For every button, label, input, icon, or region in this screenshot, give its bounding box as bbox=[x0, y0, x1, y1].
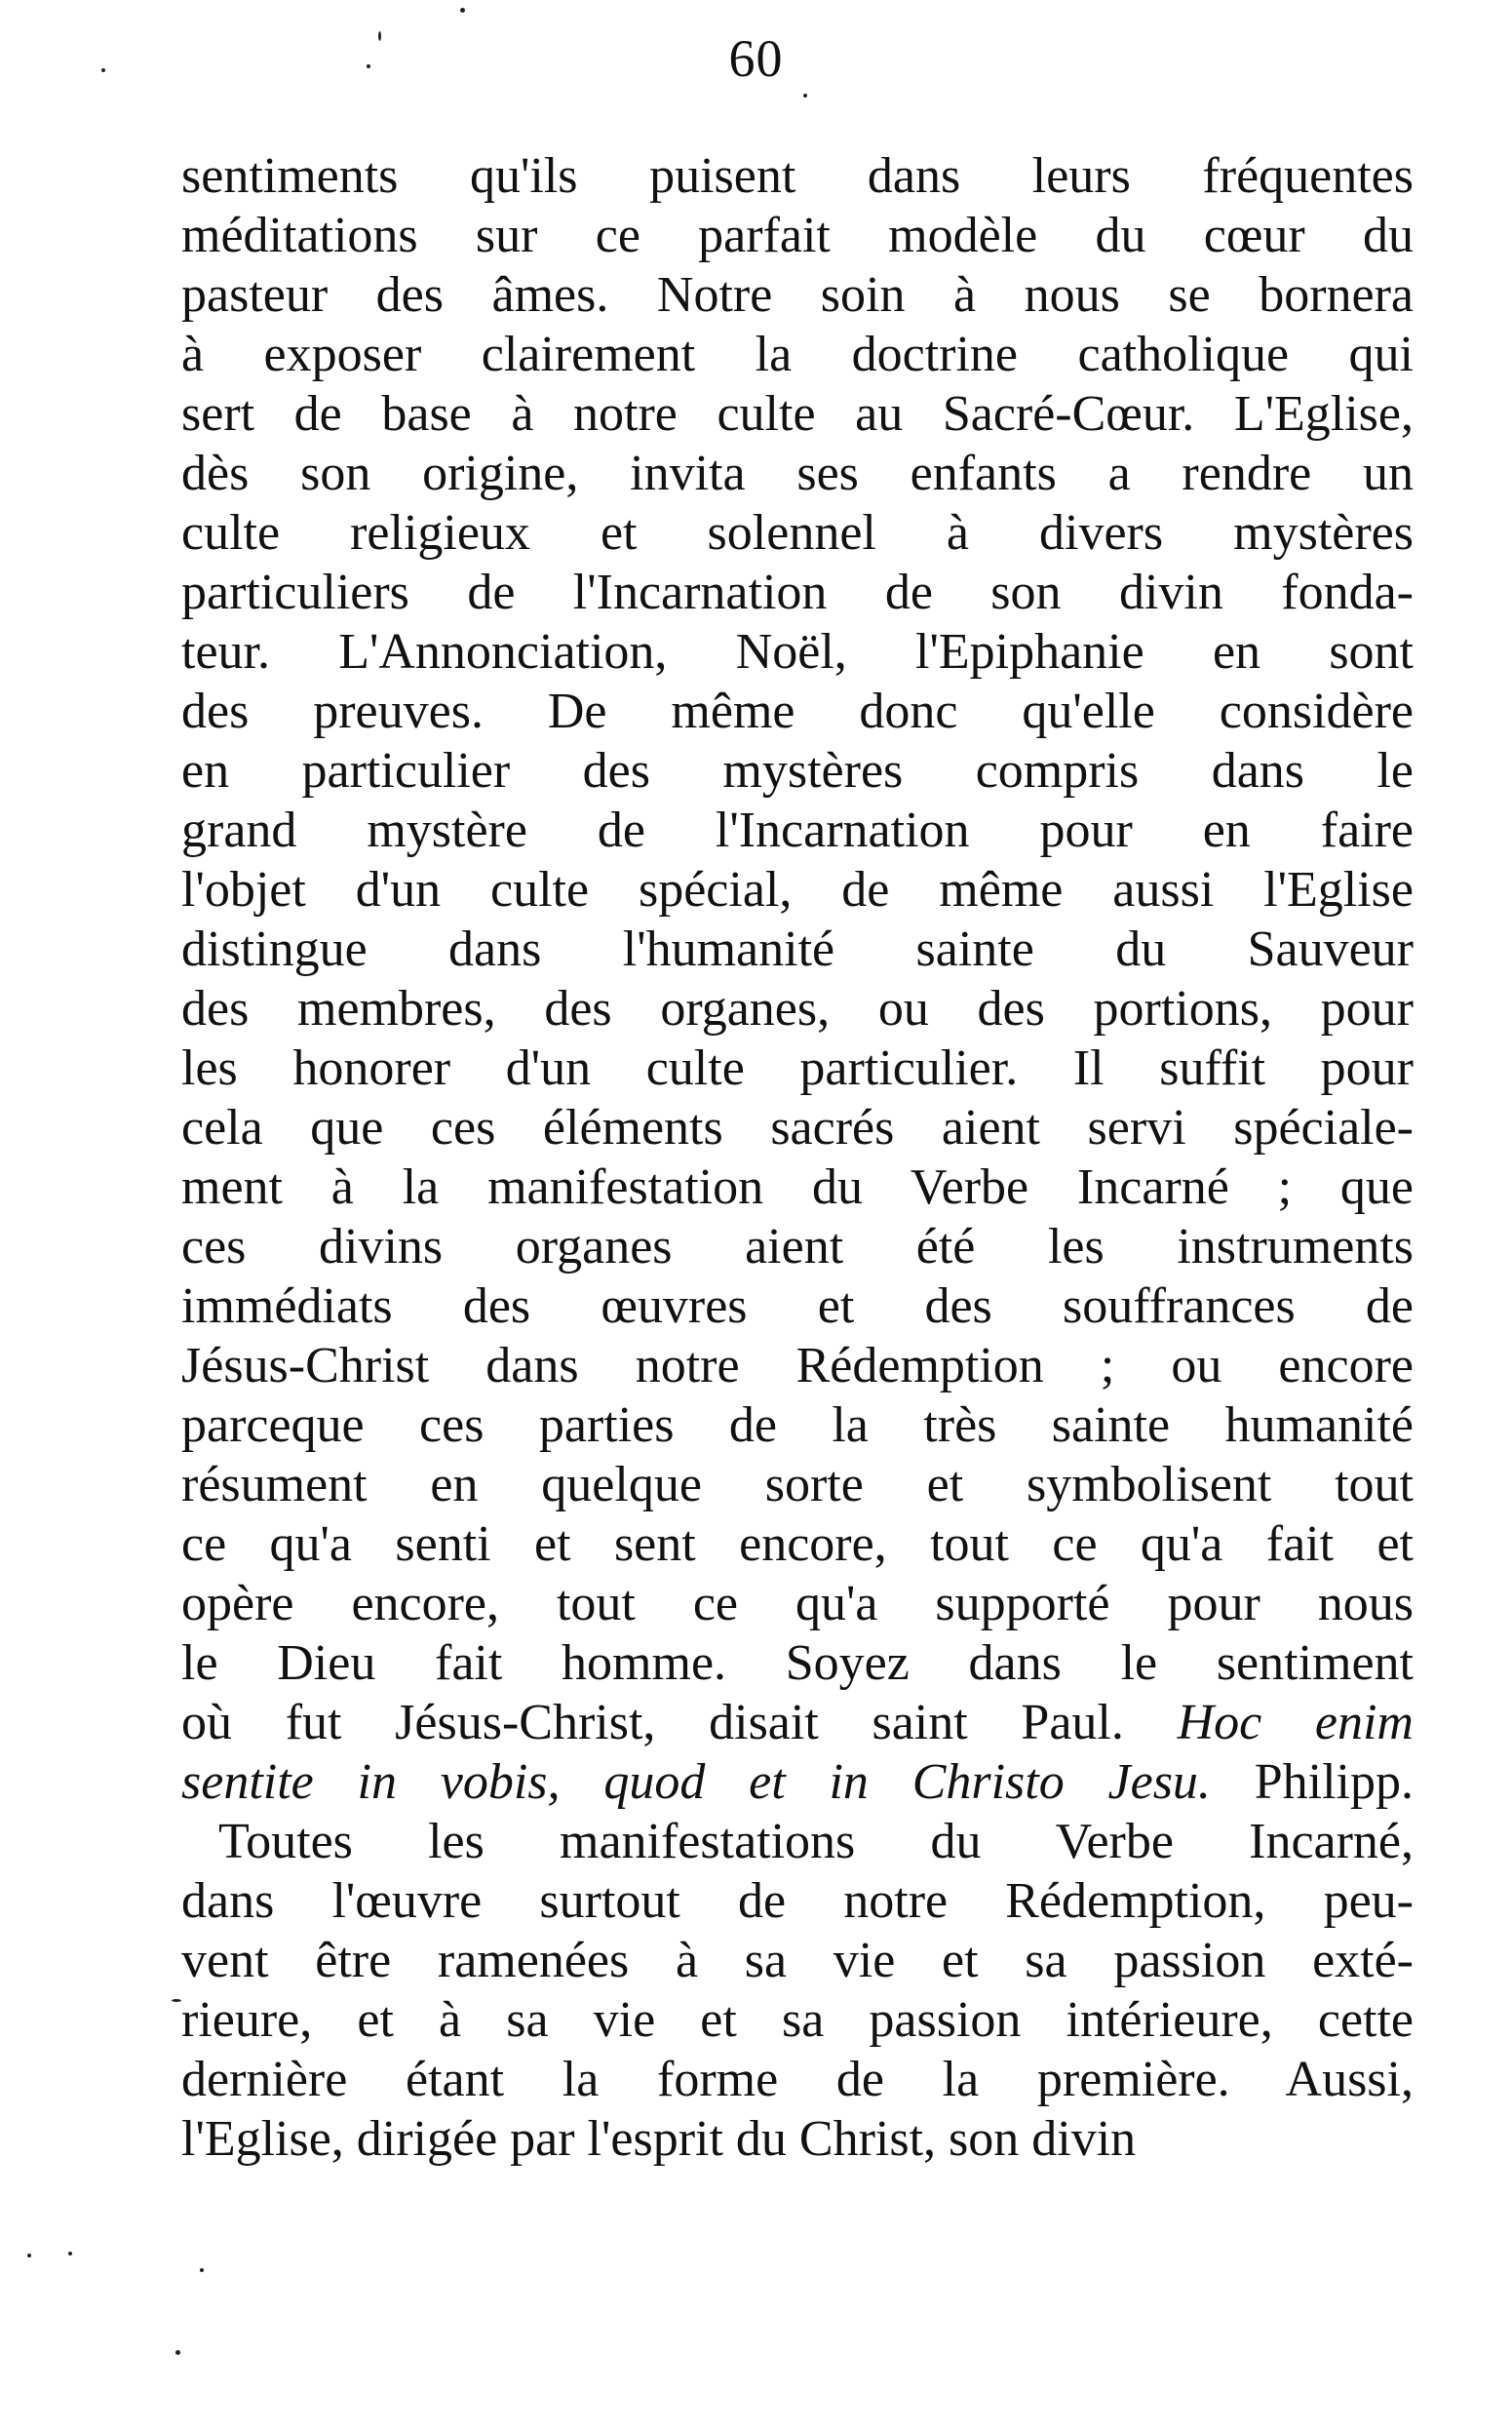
text-line: dernière étant la forme de la première. Aussi, bbox=[181, 2052, 1414, 2107]
text-line: culte religieux et solennel à divers mystères bbox=[181, 505, 1414, 561]
text-line: teur. L'Annonciation, Noël, l'Epiphanie en sont bbox=[181, 624, 1414, 680]
text-line: l'Eglise, dirigée par l'esprit du Christ, son divin bbox=[181, 2111, 1137, 2167]
text-line: Jésus-Christ dans notre Rédemption ; ou encore bbox=[181, 1338, 1414, 1393]
text-line: immédiats des œuvres et des souffrances de bbox=[181, 1278, 1414, 1334]
scan-speck bbox=[175, 2350, 180, 2355]
page-number: 60 bbox=[728, 29, 784, 88]
text-line: à exposer clairement la doctrine catholique qui bbox=[181, 327, 1414, 382]
text-line bbox=[181, 1752, 1414, 1812]
text-line: le Dieu fait homme. Soyez dans le sentiment bbox=[181, 1635, 1414, 1691]
text-line: dans l'œuvre surtout de notre Rédemption, peu- bbox=[181, 1873, 1414, 1929]
scan-speck bbox=[101, 68, 105, 72]
text-line bbox=[181, 1693, 1414, 1752]
text-line: particuliers de l'Incarnation de son divin fonda- bbox=[181, 565, 1414, 620]
text-line: sentiments qu'ils puisent dans leurs fréquentes bbox=[181, 148, 1414, 204]
text-line: les honorer d'un culte particulier. Il suffit pour bbox=[181, 1040, 1414, 1096]
text-line: ces divins organes aient été les instruments bbox=[181, 1219, 1414, 1275]
text-line: pasteur des âmes. Notre soin à nous se bornera bbox=[181, 267, 1414, 323]
text-line: rieure, et à sa vie et sa passion intérieure, cette bbox=[181, 1992, 1414, 2048]
scan-speck bbox=[200, 2268, 204, 2272]
text-line: ment à la manifestation du Verbe Incarné ; que bbox=[181, 1159, 1414, 1215]
scan-speck bbox=[460, 8, 465, 13]
line-text: Philipp. bbox=[1210, 1754, 1414, 1810]
line-text: où fut Jésus-Christ, disait saint Paul. bbox=[181, 1695, 1178, 1750]
body-text bbox=[181, 146, 1414, 2169]
text-line: vent être ramenées à sa vie et sa passion exté- bbox=[181, 1933, 1414, 1988]
text-line: des membres, des organes, ou des portions, pour bbox=[181, 981, 1414, 1037]
text-line: des preuves. De même donc qu'elle considère bbox=[181, 684, 1414, 739]
text-line: dès son origine, invita ses enfants a rendre un bbox=[181, 446, 1414, 501]
text-line: grand mystère de l'Incarnation pour en faire bbox=[181, 803, 1414, 858]
text-line: opère encore, tout ce qu'a supporté pour nous bbox=[181, 1576, 1414, 1631]
latin-quote: Hoc enim bbox=[1177, 1695, 1414, 1750]
scan-speck bbox=[367, 64, 370, 68]
text-line: l'objet d'un culte spécial, de même aussi l'Eglise bbox=[181, 862, 1414, 918]
scan-speck bbox=[803, 94, 807, 98]
text-line: méditations sur ce parfait modèle du cœur du bbox=[181, 208, 1414, 263]
paragraph-start-line: Toutes les manifestations du Verbe Incarné, bbox=[218, 1814, 1414, 1869]
latin-quote: sentite in vobis, quod et in Christo Jesu. bbox=[181, 1754, 1211, 1810]
text-line: cela que ces éléments sacrés aient servi spéciale- bbox=[181, 1100, 1414, 1156]
scan-speck bbox=[27, 2254, 31, 2257]
text-line: sert de base à notre culte au Sacré-Cœur. L'Eglise, bbox=[181, 386, 1414, 442]
text-line: parceque ces parties de la très sainte humanité bbox=[181, 1397, 1414, 1453]
text-line: résument en quelque sorte et symbolisent tout bbox=[181, 1457, 1414, 1512]
text-line: ce qu'a senti et sent encore, tout ce qu'a fait et bbox=[181, 1516, 1414, 1572]
scan-speck bbox=[68, 2252, 72, 2255]
scan-speck bbox=[172, 1999, 181, 2002]
scan-speck bbox=[378, 31, 381, 41]
text-line: en particulier des mystères compris dans le bbox=[181, 743, 1414, 799]
text-line: distingue dans l'humanité sainte du Sauveur bbox=[181, 922, 1414, 977]
